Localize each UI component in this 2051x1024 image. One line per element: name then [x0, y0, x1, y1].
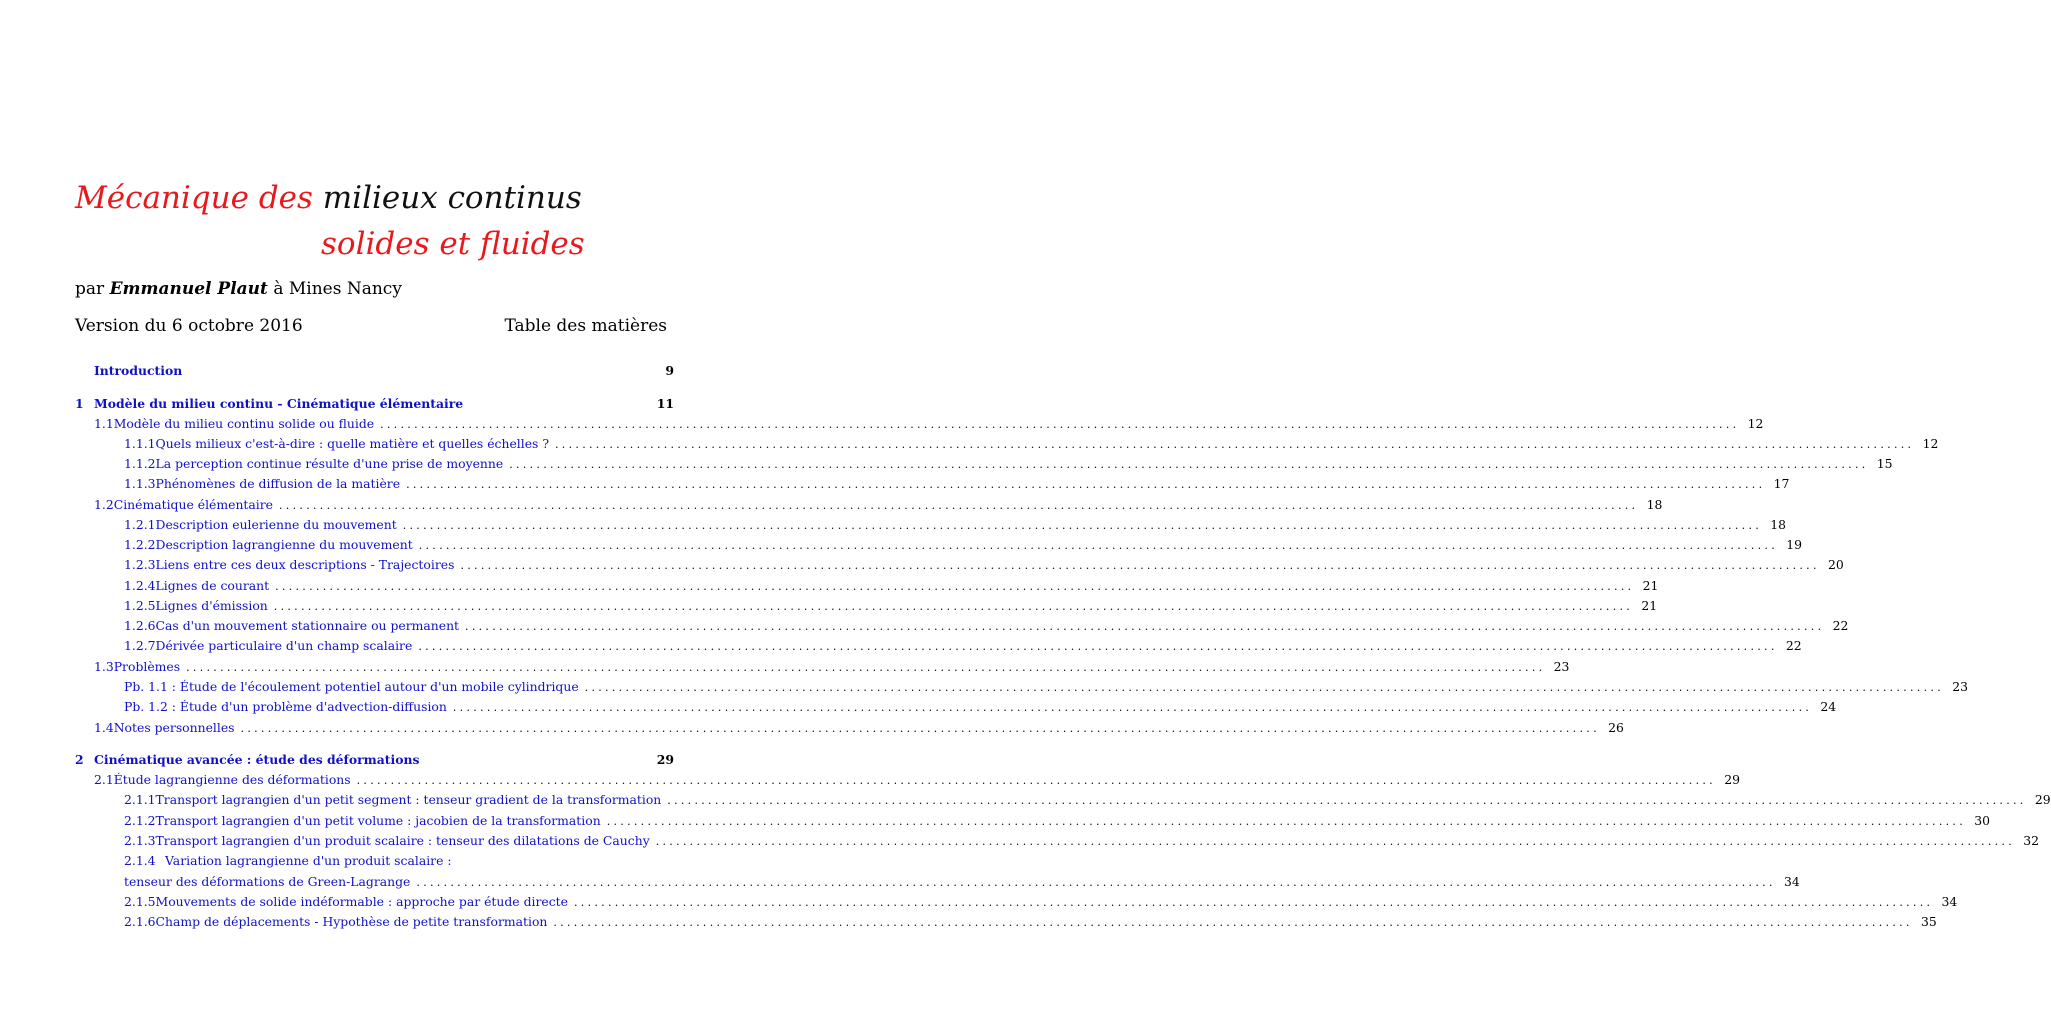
toc-leader-dots: ........................................................................................................................................................................................................: [380, 418, 1740, 431]
toc-entry[interactable]: [94, 414, 1764, 434]
toc-entry-title[interactable]: Description eulerienne du mouvement: [155, 517, 397, 532]
toc-entry[interactable]: [124, 596, 1658, 616]
toc-leader-dots: ........................................................................................................................................................................................................: [655, 835, 2016, 848]
toc-entry[interactable]: [124, 636, 1802, 656]
toc-leader-dots: ........................................................................................................................................................................................................: [606, 815, 1967, 828]
toc-entry-page: 32: [2023, 833, 2040, 848]
toc-entry-title[interactable]: Phénomènes de diffusion de la matière: [155, 476, 401, 491]
toc-leader-dots: ........................................................................................................................................................................................................: [573, 896, 1934, 909]
toc-entry[interactable]: [94, 718, 1624, 738]
author-name: Emmanuel Plaut: [109, 279, 268, 299]
toc-entry[interactable]: [124, 535, 1803, 555]
toc-entry-page: 34: [1783, 874, 1800, 889]
title-red-part: Mécanique des: [75, 180, 313, 216]
toc-leader-dots: ........................................................................................................................................................................................................: [667, 794, 2027, 807]
toc-entry-title[interactable]: Modèle du milieu continu solide ou fluide: [113, 416, 375, 431]
toc-leader-dots: ........................................................................................................................................................................................................: [509, 458, 1869, 471]
toc-entry-page: 17: [1773, 476, 1790, 491]
toc-entry-number: 2.1: [94, 772, 114, 787]
toc-entry-title[interactable]: Problèmes: [113, 659, 181, 674]
toc-entry-title[interactable]: Lignes d'émission: [155, 598, 268, 613]
toc-entry-page: 11: [656, 396, 674, 411]
toc-entry-page: 26: [1608, 720, 1624, 735]
document-title-line-1: [75, 180, 582, 216]
toc-entry-page: 12: [1747, 416, 1764, 431]
toc-leader-dots: ........................................................................................................................................................................................................: [279, 499, 1639, 512]
toc-entry-number: 2.1.2: [124, 813, 156, 828]
toc-entry-number: 1.4: [94, 720, 114, 735]
toc-entry-title[interactable]: Lignes de courant: [155, 578, 270, 593]
toc-entry-number: 1.3: [94, 659, 114, 674]
toc-entry-page: 24: [1820, 699, 1837, 714]
toc-leader-dots: ........................................................................................................................................................................................................: [418, 539, 1779, 552]
toc-leader-dots: ........................................................................................................................................................................................................: [356, 774, 1716, 787]
toc-leader-dots: ........................................................................................................................................................................................................: [555, 438, 1915, 451]
toc-entry[interactable]: [124, 616, 1849, 636]
toc-entry-number: 1.2.6: [124, 618, 156, 633]
toc-entry-title[interactable]: Notes personnelles: [113, 720, 235, 735]
toc-entry-title[interactable]: Transport lagrangien d'un petit segment : tenseur gradient de la transformation: [155, 792, 662, 807]
toc-leader-dots: ........................................................................................................................................................................................................: [465, 620, 1825, 633]
toc-entry-title[interactable]: Pb. 1.1 : Étude de l'écoulement potentiel autour d'un mobile cylindrique: [124, 679, 579, 694]
toc-entry-number: 2.1.5: [124, 894, 156, 909]
toc-entry-title[interactable]: Mouvements de solide indéformable : approche par étude directe: [155, 894, 568, 909]
toc-entry-number: 1.2: [94, 497, 114, 512]
toc-entry[interactable]: [124, 576, 1659, 596]
toc-entry[interactable]: [124, 697, 1837, 717]
toc-entry-page: 29: [2034, 792, 2051, 807]
toc-entry-page: 22: [1785, 638, 1802, 653]
toc-entry-number: 1.2.5: [124, 598, 156, 613]
toc-entry-page: 18: [1770, 517, 1787, 532]
toc-entry[interactable]: [75, 394, 674, 414]
toc-entry-title[interactable]: Pb. 1.2 : Étude d'un problème d'advection-diffusion: [124, 699, 447, 714]
toc-entry-title[interactable]: Cinématique élémentaire: [113, 497, 274, 512]
toc-entry[interactable]: [124, 790, 2051, 810]
toc-leader-dots: ........................................................................................................................................................................................................: [452, 701, 1813, 714]
toc-entry[interactable]: [124, 677, 1968, 697]
toc-entry-number: 1.2.2: [124, 537, 156, 552]
toc-entry-page: 34: [1941, 894, 1958, 909]
toc-entry-page: 21: [1641, 598, 1658, 613]
toc-entry-title[interactable]: Quels milieux c'est-à-dire : quelle matière et quelles échelles ?: [155, 436, 550, 451]
toc-entry-page: 30: [1974, 813, 1991, 828]
author-prefix: par: [75, 279, 105, 299]
toc-entry-page: 23: [1952, 679, 1968, 694]
toc-entry-number: 1.1: [94, 416, 114, 431]
toc-entry-title[interactable]: Transport lagrangien d'un produit scalaire : tenseur des dilatations de Cauchy: [155, 833, 650, 848]
toc-leader-dots: ........................................................................................................................................................................................................: [275, 580, 1635, 593]
toc-entry-page: 18: [1646, 497, 1663, 512]
toc-entry[interactable]: [124, 434, 1939, 454]
toc-entry-page: 9: [665, 363, 674, 378]
toc-entry-number: 1.1.2: [124, 456, 156, 471]
toc-entry-page: 29: [1724, 772, 1740, 787]
toc-entry-page: 35: [1920, 914, 1937, 929]
toc-entry[interactable]: [124, 851, 674, 871]
toc-leader-dots: ........................................................................................................................................................................................................: [416, 876, 1776, 889]
toc-entry-title[interactable]: Liens entre ces deux descriptions - Trajectoires: [155, 557, 455, 572]
toc-entry[interactable]: [124, 892, 1958, 912]
toc-entry-number: 1.2.3: [124, 557, 156, 572]
toc-entry[interactable]: [124, 912, 1937, 932]
toc-entry[interactable]: [94, 770, 1740, 790]
toc-entry[interactable]: [75, 750, 674, 770]
toc-entry-page: 20: [1828, 557, 1844, 572]
toc-leader-dots: ........................................................................................................................................................................................................: [186, 661, 1546, 674]
toc-entry[interactable]: [124, 831, 2040, 851]
toc-leader-dots: ........................................................................................................................................................................................................: [418, 640, 1778, 653]
toc-entry-page: 23: [1553, 659, 1570, 674]
toc-leader-dots: ........................................................................................................................................................................................................: [553, 916, 1913, 929]
version-date: Version du 6 octobre 2016: [75, 316, 303, 336]
toc-entry-number: 2: [75, 752, 84, 767]
title-black-part: milieux continus: [322, 180, 582, 216]
toc-entry-number: 1.2.1: [124, 517, 156, 532]
toc-entry[interactable]: [124, 811, 1991, 831]
toc-entry-number: 1.1.3: [124, 476, 156, 491]
toc-entry[interactable]: [75, 361, 674, 381]
toc-entry-number: 1.2.4: [124, 578, 156, 593]
toc-entry-title[interactable]: Modèle du milieu continu - Cinématique élémentaire: [94, 396, 464, 411]
toc-entry-page: 29: [656, 752, 674, 767]
author-suffix: à Mines Nancy: [273, 279, 402, 299]
toc-entry-page: 15: [1876, 456, 1893, 471]
toc-entry-page: 19: [1786, 537, 1803, 552]
toc-entry-number: 1.1.1: [124, 436, 156, 451]
toc-entry-page: 12: [1922, 436, 1939, 451]
toc-entry-title[interactable]: tenseur des déformations de Green-Lagrange: [124, 874, 411, 889]
toc-entry-title[interactable]: Dérivée particulaire d'un champ scalaire: [155, 638, 413, 653]
toc-entry-title[interactable]: Étude lagrangienne des déformations: [113, 772, 351, 787]
toc-entry[interactable]: [94, 495, 1663, 515]
toc-entry-number: 2.1.4: [124, 853, 156, 868]
toc-heading: Table des matières: [504, 316, 667, 336]
toc-leader-dots: ........................................................................................................................................................................................................: [240, 722, 1600, 735]
toc-entry-title[interactable]: Cas d'un mouvement stationnaire ou permanent: [155, 618, 460, 633]
toc-entry[interactable]: [124, 872, 1800, 892]
toc-entry[interactable]: [124, 515, 1787, 535]
author-line: [75, 279, 402, 299]
toc-leader-dots: ........................................................................................................................................................................................................: [584, 681, 1944, 694]
toc-entry-number: 2.1.6: [124, 914, 156, 929]
toc-entry-title[interactable]: Champ de déplacements - Hypothèse de petite transformation: [155, 914, 548, 929]
toc-entry-title[interactable]: Introduction: [94, 363, 183, 378]
toc-entry-number: 1.2.7: [124, 638, 156, 653]
toc-entry[interactable]: [124, 454, 1893, 474]
toc-entry-title[interactable]: La perception continue résulte d'une prise de moyenne: [155, 456, 504, 471]
toc-leader-dots: ........................................................................................................................................................................................................: [406, 478, 1766, 491]
toc-entry-title[interactable]: Transport lagrangien d'un petit volume : jacobien de la transformation: [155, 813, 601, 828]
toc-entry-title[interactable]: Variation lagrangienne d'un produit scalaire :: [165, 853, 452, 868]
toc-entry[interactable]: [124, 474, 1790, 494]
toc-leader-dots: ........................................................................................................................................................................................................: [460, 559, 1820, 572]
toc-leader-dots: ........................................................................................................................................................................................................: [402, 519, 1763, 532]
toc-entry-title[interactable]: Description lagrangienne du mouvement: [155, 537, 413, 552]
toc-entry-page: 22: [1832, 618, 1849, 633]
toc-entry-number: 2.1.1: [124, 792, 156, 807]
toc-entry[interactable]: [124, 555, 1844, 575]
toc-leader-dots: ........................................................................................................................................................................................................: [273, 600, 1634, 613]
toc-entry[interactable]: [94, 657, 1570, 677]
toc-entry-number: 1: [75, 396, 84, 411]
toc-entry-title[interactable]: Cinématique avancée : étude des déformations: [94, 752, 420, 767]
toc-entry-number: 2.1.3: [124, 833, 156, 848]
toc-entry-page: 21: [1642, 578, 1659, 593]
document-title-line-2: solides et fluides: [321, 226, 585, 262]
